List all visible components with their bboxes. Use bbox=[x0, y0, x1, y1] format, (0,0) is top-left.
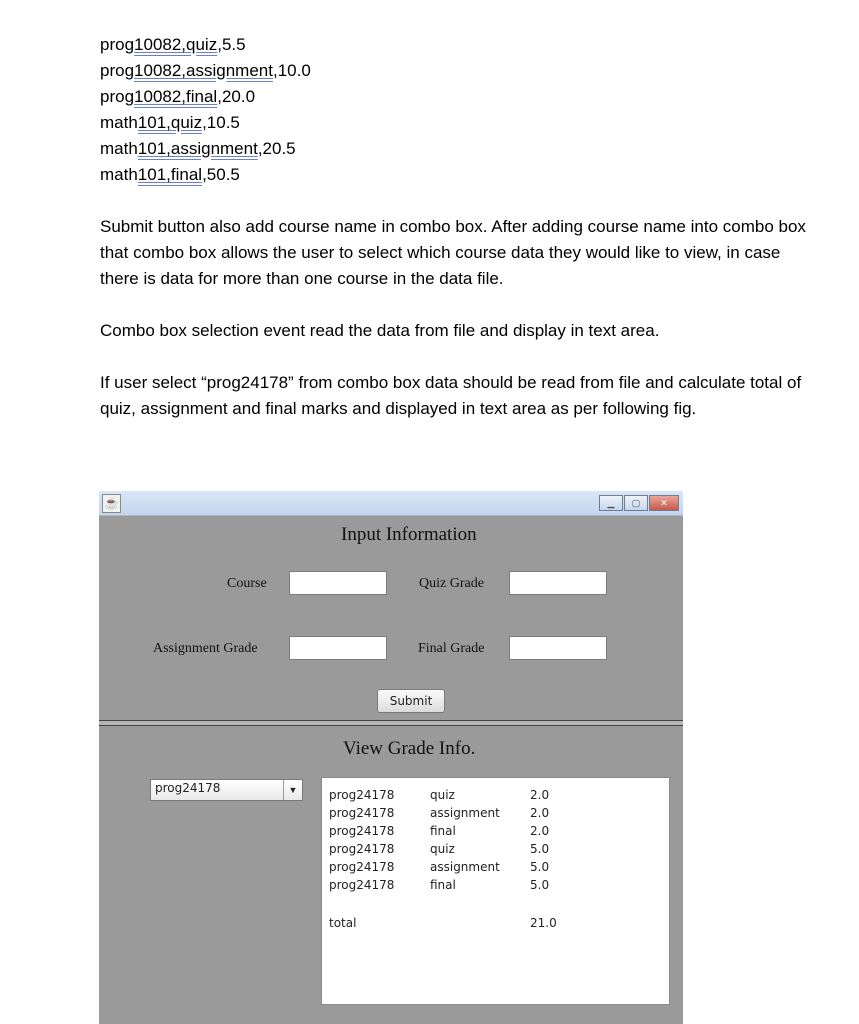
paragraph-combo-event: Combo box selection event read the data from file and display in text area. bbox=[100, 321, 660, 340]
dropdown-arrow-icon[interactable]: ▼ bbox=[283, 780, 302, 800]
close-icon[interactable]: ✕ bbox=[649, 495, 679, 511]
assignment-grade-input[interactable] bbox=[289, 636, 387, 660]
data-line: math101,final,50.5 bbox=[100, 165, 240, 184]
paragraph-submit-description: Submit button also add course name in combo box. After adding course name into combo box that combo box allows the user to select which course data they would like to view, in case there is data for more than one course in the data file. bbox=[100, 217, 806, 288]
view-section-title: View Grade Info. bbox=[343, 738, 476, 759]
submit-button[interactable]: Submit bbox=[377, 689, 445, 713]
course-combo-box[interactable] bbox=[150, 779, 303, 801]
data-file-lines bbox=[100, 32, 311, 188]
window-controls bbox=[598, 495, 679, 511]
java-icon: ☕ bbox=[102, 494, 121, 513]
data-line: prog10082,quiz,5.5 bbox=[100, 35, 246, 54]
course-label: Course bbox=[227, 576, 267, 591]
input-section-title: Input Information bbox=[341, 524, 477, 545]
maximize-icon[interactable]: ▢ bbox=[624, 495, 648, 511]
window-titlebar[interactable] bbox=[99, 491, 683, 516]
minimize-icon[interactable]: ▁ bbox=[599, 495, 623, 511]
data-line: math101,assignment,20.5 bbox=[100, 139, 296, 158]
data-line: math101,quiz,10.5 bbox=[100, 113, 240, 132]
quiz-grade-label: Quiz Grade bbox=[419, 576, 484, 591]
section-divider bbox=[99, 720, 683, 726]
combo-selected-value: prog24178 bbox=[155, 781, 221, 795]
final-grade-input[interactable] bbox=[509, 636, 607, 660]
final-grade-label: Final Grade bbox=[418, 641, 485, 656]
total-value: 21.0 bbox=[530, 916, 557, 930]
results-text-area[interactable]: prog24178 quiz 2.0 prog24178 assignment 2.0 prog24178 final 2.0 prog24178 quiz 5.0 prog24178 assignment 5.0 prog24178 final 5.0 total 21.0 bbox=[321, 777, 670, 1005]
assignment-grade-label: Assignment Grade bbox=[153, 641, 258, 656]
quiz-grade-input[interactable] bbox=[509, 571, 607, 595]
java-app-window bbox=[99, 491, 683, 1024]
total-label: total bbox=[329, 916, 357, 930]
paragraph-selection-example: If user select “prog24178” from combo box data should be read from file and calculate total of quiz, assignment and final marks and displayed in text area as per following fig. bbox=[100, 373, 802, 418]
data-line: prog10082,final,20.0 bbox=[100, 87, 256, 106]
data-line: prog10082,assignment,10.0 bbox=[100, 61, 311, 80]
course-input[interactable] bbox=[289, 571, 387, 595]
